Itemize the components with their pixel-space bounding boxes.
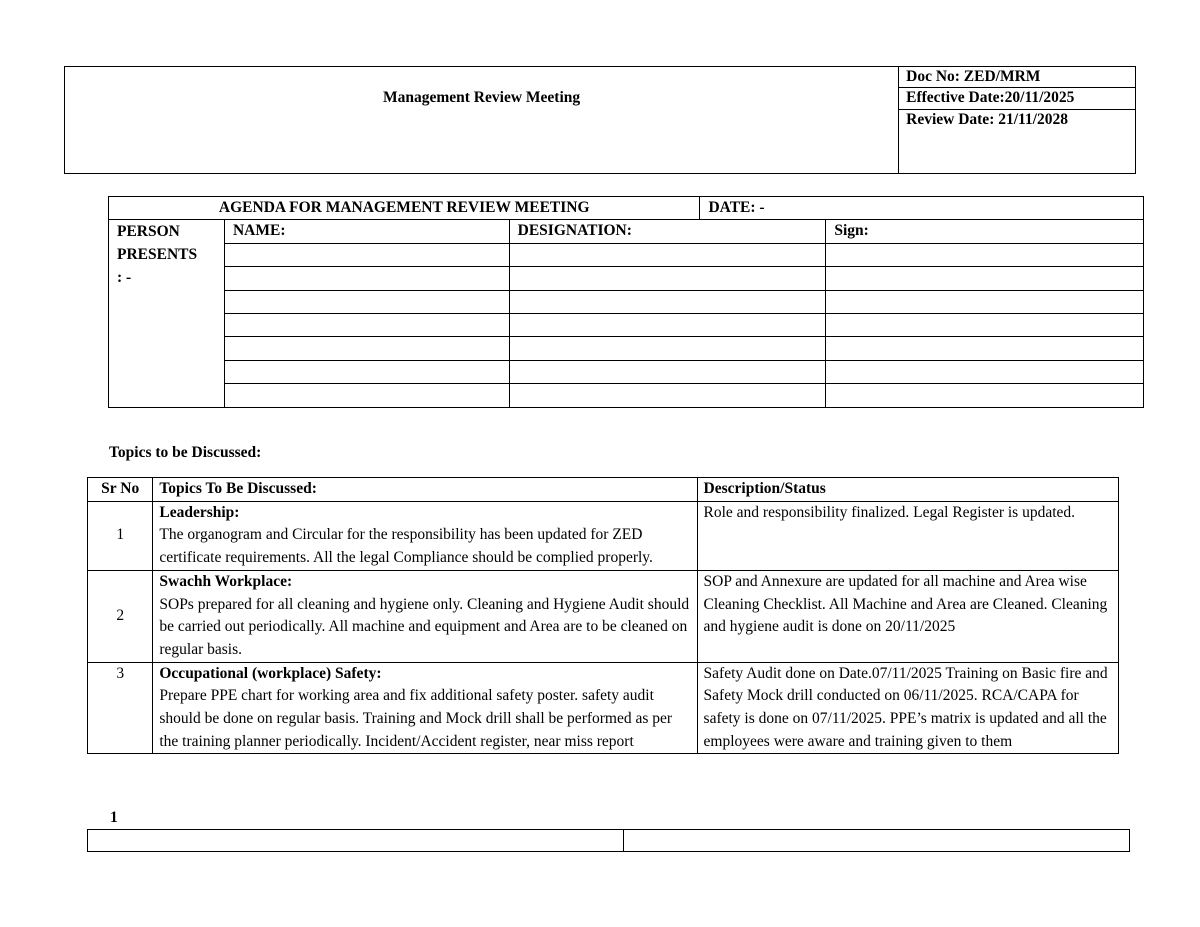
attendee-sign-cell[interactable] bbox=[826, 384, 1144, 407]
topic-text: SOPs prepared for all cleaning and hygiene only. Cleaning and Hygiene Audit should be carried out periodically. All machine and equipment and Area are to be cleaned on regular basis. bbox=[159, 595, 690, 658]
persons-label-line2: PRESENTS bbox=[117, 246, 198, 264]
topic-sr-no: 2 bbox=[88, 570, 153, 662]
document-title: Management Review Meeting bbox=[65, 67, 899, 174]
topic-sr-no: 1 bbox=[88, 501, 153, 570]
attendee-row bbox=[109, 337, 1144, 360]
attendee-sign-cell[interactable] bbox=[826, 290, 1144, 313]
designation-column-header: DESIGNATION: bbox=[509, 220, 826, 243]
doc-number: Doc No: ZED/MRM bbox=[899, 67, 1136, 88]
attendee-name-cell[interactable] bbox=[224, 243, 509, 266]
footer-cell-right bbox=[624, 830, 1130, 852]
description-header: Description/Status bbox=[697, 478, 1118, 502]
attendee-sign-cell[interactable] bbox=[826, 243, 1144, 266]
attendee-name-cell[interactable] bbox=[224, 337, 509, 360]
persons-present-label bbox=[109, 220, 225, 407]
sr-no-header: Sr No bbox=[88, 478, 153, 502]
persons-label-line3: : - bbox=[117, 269, 132, 287]
attendee-designation-cell[interactable] bbox=[509, 267, 826, 290]
topic-title: Leadership: bbox=[159, 503, 240, 521]
footer-cell-left bbox=[88, 830, 624, 852]
topics-heading: Topics to be Discussed: bbox=[109, 444, 262, 461]
attendee-row bbox=[109, 313, 1144, 336]
topic-cell bbox=[153, 501, 697, 570]
attendee-sign-cell[interactable] bbox=[826, 313, 1144, 336]
attendee-name-cell[interactable] bbox=[224, 384, 509, 407]
attendee-row bbox=[109, 360, 1144, 383]
topic-cell bbox=[153, 570, 697, 662]
attendee-name-cell[interactable] bbox=[224, 290, 509, 313]
attendee-name-cell[interactable] bbox=[224, 360, 509, 383]
attendee-designation-cell[interactable] bbox=[509, 313, 826, 336]
topic-description: Safety Audit done on Date.07/11/2025 Training on Basic fire and Safety Mock drill conducted on 06/11/2025. RCA/CAPA for safety is done on 07/11/2025. PPE’s matrix is updated and all the employees were aware and training given to them bbox=[697, 662, 1118, 754]
topic-header: Topics To Be Discussed: bbox=[153, 478, 697, 502]
attendee-name-cell[interactable] bbox=[224, 313, 509, 336]
persons-label-line1: PERSON bbox=[117, 223, 180, 241]
attendee-row bbox=[109, 267, 1144, 290]
topics-table bbox=[87, 477, 1119, 754]
topic-text: The organogram and Circular for the responsibility has been updated for ZED certificate requirements. All the legal Compliance should be complied properly. bbox=[159, 526, 653, 567]
topic-title: Occupational (workplace) Safety: bbox=[159, 664, 382, 682]
attendee-designation-cell[interactable] bbox=[509, 360, 826, 383]
document-header bbox=[64, 66, 1136, 174]
effective-date: Effective Date:20/11/2025 bbox=[899, 88, 1136, 109]
attendee-row bbox=[109, 384, 1144, 407]
attendee-designation-cell[interactable] bbox=[509, 290, 826, 313]
attendee-designation-cell[interactable] bbox=[509, 243, 826, 266]
attendee-designation-cell[interactable] bbox=[509, 384, 826, 407]
name-column-header: NAME: bbox=[224, 220, 509, 243]
sign-column-header: Sign: bbox=[826, 220, 1144, 243]
agenda-date: DATE: - bbox=[700, 197, 1144, 220]
topic-description: Role and responsibility finalized. Legal Register is updated. bbox=[697, 501, 1118, 570]
review-date: Review Date: 21/11/2028 bbox=[899, 109, 1136, 173]
attendee-sign-cell[interactable] bbox=[826, 337, 1144, 360]
page-number: 1 bbox=[110, 809, 118, 826]
topic-row bbox=[88, 570, 1119, 662]
agenda-title: AGENDA FOR MANAGEMENT REVIEW MEETING bbox=[109, 197, 700, 220]
attendee-name-cell[interactable] bbox=[224, 267, 509, 290]
topic-row bbox=[88, 501, 1119, 570]
topic-row bbox=[88, 662, 1119, 754]
attendee-sign-cell[interactable] bbox=[826, 360, 1144, 383]
topic-title: Swachh Workplace: bbox=[159, 572, 293, 590]
topic-description: SOP and Annexure are updated for all machine and Area wise Cleaning Checklist. All Machine and Area are Cleaned. Cleaning and hygiene audit is done on 20/11/2025 bbox=[697, 570, 1118, 662]
topic-text: Prepare PPE chart for working area and fix additional safety poster. safety audit should be done on regular basis. Training and Mock drill shall be performed as per the training planner periodically. Incident/Accident register, near miss report bbox=[159, 687, 673, 750]
topic-cell bbox=[153, 662, 697, 754]
attendee-row bbox=[109, 290, 1144, 313]
agenda-table bbox=[108, 196, 1144, 408]
attendee-row bbox=[109, 243, 1144, 266]
footer-table bbox=[87, 829, 1130, 852]
attendee-sign-cell[interactable] bbox=[826, 267, 1144, 290]
attendee-designation-cell[interactable] bbox=[509, 337, 826, 360]
topic-sr-no: 3 bbox=[88, 662, 153, 754]
